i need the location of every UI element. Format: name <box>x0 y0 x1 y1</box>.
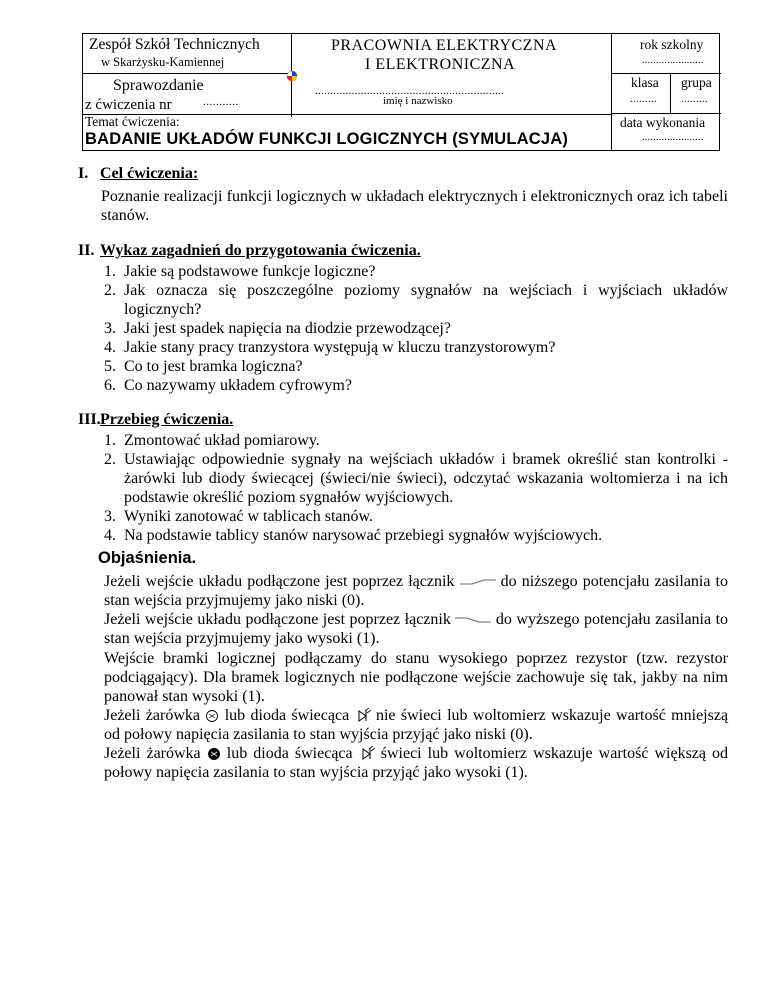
list-item: 1. Jakie są podstawowe funkcje logiczne? <box>104 263 376 280</box>
divider <box>83 73 291 74</box>
section-2-list <box>104 262 728 395</box>
name-label: imię i nazwisko <box>383 95 453 107</box>
divider <box>670 74 671 114</box>
section-title: Wykaz zagadnień do przygotowania ćwiczenia. <box>100 242 421 259</box>
date-label: data wykonania <box>620 115 706 130</box>
divider <box>611 113 721 114</box>
school-year-label: rok szkolny <box>640 37 704 52</box>
lab-name-line1: PRACOWNIA ELEKTRYCZNA <box>331 37 558 54</box>
section-title: Przebieg ćwiczenia. <box>100 411 234 428</box>
section-1-text: Poznanie realizacji funkcji logicznych w układach elektrycznych i elektronicznych oraz ich tabeli stanów. <box>101 188 728 224</box>
section-title: Cel ćwiczenia: <box>100 165 199 182</box>
divider <box>611 34 612 151</box>
school-year-field[interactable]: ...................... <box>642 55 704 66</box>
list-item: 3. Wyniki zanotować w tablicach stanów. <box>104 508 374 525</box>
group-label: grupa <box>681 75 712 90</box>
section-3-list <box>104 431 728 545</box>
divider <box>611 73 721 74</box>
group-field[interactable]: ......... <box>681 94 708 105</box>
name-field[interactable]: .............................................................. <box>315 85 505 97</box>
section-number: II. <box>78 242 95 259</box>
exercise-number-field[interactable]: ........... <box>203 96 239 108</box>
explanation-paragraph: Jeżeli żarówka lub dioda świecąca nie świeci lub woltomierz wskazuje wartość mniejszą od połowy napięcia zasilania to stan wyjścia przyjąć jako niski (0). <box>104 707 729 743</box>
header-table <box>82 33 720 151</box>
explanations-heading: Objaśnienia. <box>98 549 197 567</box>
explanation-paragraph: Jeżeli wejście układu podłączone jest poprzez łącznik do wyższego potencjału zasilania to stan wejścia przyjmujemy jako wysoki (1). <box>104 611 729 647</box>
list-item: 5. Co to jest bramka logiczna? <box>104 358 303 375</box>
list-item: 3. Jaki jest spadek napięcia na diodzie przewodzącej? <box>104 320 451 337</box>
lab-name-line2: I ELEKTRONICZNA <box>365 56 516 73</box>
explanation-paragraph: Wejście bramki logicznej podłączamy do stanu wysokiego poprzez rezystor (tzw. rezystor podciągający). Dla bramek logicznych nie podłączone wejście zachowuje się tak, jakby na nim panował stan wysoki (1). <box>104 650 728 705</box>
led-on-icon <box>359 746 375 762</box>
exercise-number-label: z ćwiczenia nr <box>85 97 172 113</box>
section-2-heading <box>78 242 421 260</box>
section-1-heading <box>78 165 198 183</box>
led-off-icon <box>355 708 371 724</box>
bulb-off-icon <box>205 709 219 723</box>
date-field[interactable]: ...................... <box>642 132 704 143</box>
list-item: 2. Jak oznacza się poszczególne poziomy sygnałów na wejściach i wyjściach układów logicznych? <box>104 282 728 318</box>
class-label: klasa <box>631 75 659 90</box>
explanation-paragraph: Jeżeli żarówka lub dioda świecąca świeci lub woltomierz wskazuje wartość większą od połowy napięcia zasilania to stan wyjścia przyjąć jako wysoki (1). <box>104 745 729 781</box>
list-item: 1. Zmontować układ pomiarowy. <box>104 432 320 449</box>
bulb-on-icon <box>207 747 221 761</box>
switch-low-icon <box>460 577 496 587</box>
list-item: 6. Co nazywamy układem cyfrowym? <box>104 377 352 394</box>
section-number: I. <box>78 165 89 182</box>
list-item: 4. Jakie stany pracy tranzystora występują w kluczu tranzystorowym? <box>104 339 556 356</box>
section-number: III. <box>78 411 101 428</box>
list-item: 4. Na podstawie tablicy stanów narysować przebiegi sygnałów wyjściowych. <box>104 527 603 544</box>
school-logo-icon <box>286 70 298 82</box>
section-3-heading <box>78 411 233 429</box>
class-field[interactable]: ......... <box>630 94 657 105</box>
report-label: Sprawozdanie <box>113 77 204 94</box>
switch-high-icon <box>455 615 491 625</box>
topic-label: Temat ćwiczenia: <box>85 114 180 129</box>
explanation-paragraph: Jeżeli wejście układu podłączone jest poprzez łącznik do niższego potencjału zasilania to stan wejścia przyjmujemy jako niski (0). <box>104 573 728 609</box>
list-item: 2. Ustawiając odpowiednie sygnały na wejściach układów i bramek określić stan kontrolki - żarówki lub diody świecącej (świeci/nie świeci), odczytać wskazania woltomierza i na ich podstawie określić poziom sygnałów wyjściowych. <box>104 451 728 506</box>
topic-title: BADANIE UKŁADÓW FUNKCJI LOGICZNYCH (SYMULACJA) <box>85 130 569 148</box>
school-name: Zespół Szkół Technicznych <box>89 36 260 53</box>
school-city: w Skarżysku-Kamiennej <box>101 55 225 69</box>
